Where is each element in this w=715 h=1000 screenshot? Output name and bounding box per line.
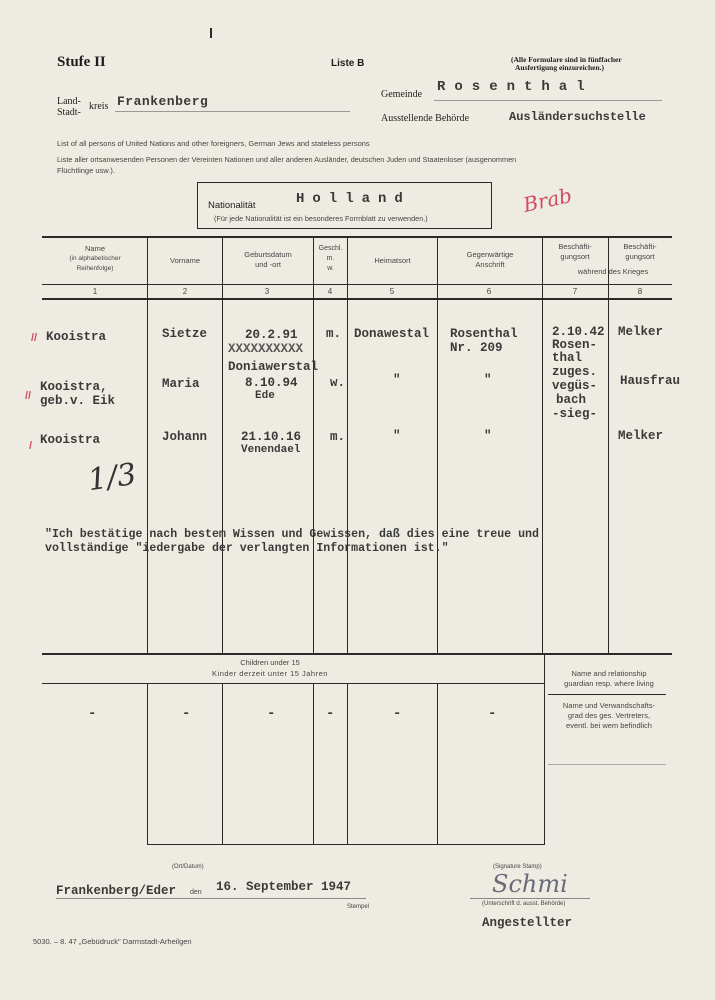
statement-line-2: vollständige "iedergabe der verlangten Informationen ist." <box>45 542 449 555</box>
child-dash: - <box>488 706 497 722</box>
row2-vorname: Maria <box>162 377 200 391</box>
row1-geb-datum: 20.2.91 <box>245 328 298 342</box>
row2-geb-datum: 8.10.94 <box>245 376 298 390</box>
col-number: 4 <box>327 287 333 296</box>
signature-rule <box>470 898 590 899</box>
col-number: 2 <box>182 287 188 296</box>
row2-geschl: w. <box>330 376 346 390</box>
guardian-rule <box>548 694 666 695</box>
row1-krieg-line: Rosen- <box>552 338 598 352</box>
ort-datum-label: (Ort/Datum) <box>172 864 204 870</box>
statement-line-1: "Ich bestätige nach bestem Wissen und Gewissen, daß dies eine treue und <box>45 528 539 541</box>
col-divider <box>437 237 438 653</box>
col-header-name: Name (in alphabetischer Reihenfolge) <box>69 244 121 272</box>
children-top-rule <box>42 653 672 655</box>
col-divider <box>313 237 314 653</box>
col-divider <box>542 237 543 653</box>
row1-krieg-line: bach <box>556 393 587 407</box>
gemeinde-label: Gemeinde <box>381 89 423 100</box>
nationality-note: (Für jede Nationalität ist ein besonderes Formblatt zu verwenden.) <box>214 214 428 223</box>
footer-place: Frankenberg/Eder <box>56 884 177 898</box>
unterschrift-label: (Unterschrift d. ausst. Behörde) <box>482 901 566 907</box>
intro-german-2: Flüchtlinge usw.). <box>57 166 115 175</box>
row3-anschrift: " <box>484 429 492 443</box>
guardian-divider <box>544 655 545 845</box>
intro-german-1: Liste aller ortsanwesenden Personen der Vereinten Nationen und aller anderen Ausländer, deutschen Juden und Staatenloser (ausgenommen <box>57 155 517 164</box>
row3-geschl: m. <box>330 430 346 444</box>
children-label-de: Kinder derzeit unter 15 Jahren <box>212 669 328 678</box>
guardian-label-de: Name und Verwandschafts- grad des ges. Vertreters, eventl. bei wem befindlich <box>562 701 656 730</box>
table-top-rule <box>42 236 672 238</box>
red-tick-mark: // <box>25 390 32 402</box>
child-col-divider <box>313 684 314 845</box>
col-divider <box>347 237 348 653</box>
ink-mark <box>210 28 212 38</box>
kreis-value: Frankenberg <box>117 94 209 109</box>
print-note: 5030. – 8. 47 „Gebüdruck" Darmstadt-Arheilgen <box>33 937 192 946</box>
child-col-divider <box>222 684 223 845</box>
guardian-label-en: Name and relationship guardian resp. where living <box>564 669 654 688</box>
stufe-label: Stufe II <box>57 54 106 70</box>
nationality-label: Nationalität <box>208 200 256 211</box>
row2-anschrift: " <box>484 373 492 387</box>
land-label: Land- <box>57 96 81 107</box>
col-divider <box>147 237 148 653</box>
row1-krieg-line: zuges. <box>552 365 598 379</box>
footer-den: den <box>190 889 202 896</box>
col-header-heimat: Heimatsort <box>374 256 411 265</box>
guardian-dotted-rule <box>548 764 666 765</box>
gemeinde-underline <box>434 100 662 101</box>
row2-name-2: geb.v. Eik <box>40 394 116 408</box>
stempel-label: Stempel <box>347 904 370 910</box>
child-dash: - <box>88 706 97 722</box>
behoerde-value: Ausländersuchstelle <box>509 110 646 124</box>
row3-heimat: " <box>393 429 401 443</box>
footer-date: 16. September 1947 <box>216 880 352 894</box>
child-col-divider <box>147 684 148 845</box>
red-tick-mark: // <box>31 332 38 344</box>
row3-beruf: Melker <box>618 429 664 443</box>
liste-label: Liste B <box>331 58 365 69</box>
col-header-vorname: Vorname <box>169 256 201 265</box>
row2-name: Kooistra, <box>40 380 108 394</box>
row1-anschrift-2: Nr. 209 <box>450 341 503 355</box>
row1-heimat: Donawestal <box>354 327 430 341</box>
col-header-beschaeft-krieg: Beschäfti- gungsort <box>558 242 592 261</box>
col-number: 3 <box>264 287 270 296</box>
child-dash: - <box>393 706 402 722</box>
row1-geschl: m. <box>326 327 342 341</box>
row1-geb-strike: XXXXXXXXXX <box>228 342 304 356</box>
behoerde-label: Ausstellende Behörde <box>381 113 470 124</box>
child-col-divider <box>437 684 438 845</box>
gemeinde-value: Rosenthal <box>437 79 594 95</box>
red-tick-mark: / <box>29 440 33 452</box>
row3-geb-ort: Venendael <box>241 444 301 456</box>
child-col-divider <box>347 684 348 845</box>
handwritten-fraction: 1/3 <box>85 456 139 499</box>
formular-note-1: (Alle Formulare sind in fünffacher <box>511 55 622 64</box>
nationality-box <box>197 182 492 229</box>
row1-vorname: Sietze <box>162 327 208 341</box>
row1-krieg-line: vegüs- <box>552 379 598 393</box>
col-divider <box>222 237 223 653</box>
col-number: 5 <box>389 287 395 296</box>
formular-note-2: Ausfertigung einzureichen.) <box>515 63 605 72</box>
col-header-anschrift: Gegenwärtige Anschrift <box>466 250 514 269</box>
table-header-rule <box>42 284 672 285</box>
children-bottom-rule <box>147 844 545 845</box>
intro-english: List of all persons of United Nations and other foreigners, German Jews and stateless persons <box>57 139 370 148</box>
col-header-geburt: Geburtsdatum und -ort <box>244 250 292 269</box>
footer-date-rule <box>56 898 366 899</box>
row1-name: Kooistra <box>46 330 107 344</box>
row2-geb-ort: Ede <box>255 390 275 402</box>
row1-krieg-line: thal <box>552 351 583 365</box>
children-header-rule <box>42 683 544 684</box>
child-dash: - <box>267 706 276 722</box>
col-header-waehrend: während des Krieges <box>577 267 649 276</box>
handwritten-annotation: Brab <box>521 183 574 217</box>
row3-name: Kooistra <box>40 433 101 447</box>
kreis-label: kreis <box>89 101 109 112</box>
stadt-label: Stadt- <box>57 107 81 118</box>
child-dash: - <box>326 706 335 722</box>
signature: Schmi <box>492 870 568 898</box>
nationality-value: Holland <box>296 191 411 207</box>
col-number: 6 <box>486 287 492 296</box>
col-number: 1 <box>92 287 98 296</box>
col-number: 7 <box>572 287 578 296</box>
col-header-geschl: Geschl. m. w. <box>318 245 343 272</box>
row1-geb-ort: Doniawerstal <box>228 360 319 374</box>
col-header-beschaeft: Beschäfti- gungsort <box>623 242 657 261</box>
row1-beruf: Melker <box>618 325 664 339</box>
col-number: 8 <box>637 287 643 296</box>
signature-stamp-label: (Signature Stamp) <box>493 864 542 870</box>
row2-heimat: " <box>393 373 401 387</box>
col-divider <box>608 237 609 653</box>
signer-title: Angestellter <box>482 916 573 930</box>
row2-beruf: Hausfrau <box>620 374 681 388</box>
row3-vorname: Johann <box>162 430 208 444</box>
row1-anschrift-1: Rosenthal <box>450 327 518 341</box>
children-label-en: Children under 15 <box>240 658 300 667</box>
table-number-rule <box>42 298 672 300</box>
row1-krieg-line: -sieg- <box>552 407 598 421</box>
kreis-underline <box>115 111 350 112</box>
child-dash: - <box>182 706 191 722</box>
row3-geb-datum: 21.10.16 <box>241 430 302 444</box>
row1-krieg-line: 2.10.42 <box>552 325 605 339</box>
